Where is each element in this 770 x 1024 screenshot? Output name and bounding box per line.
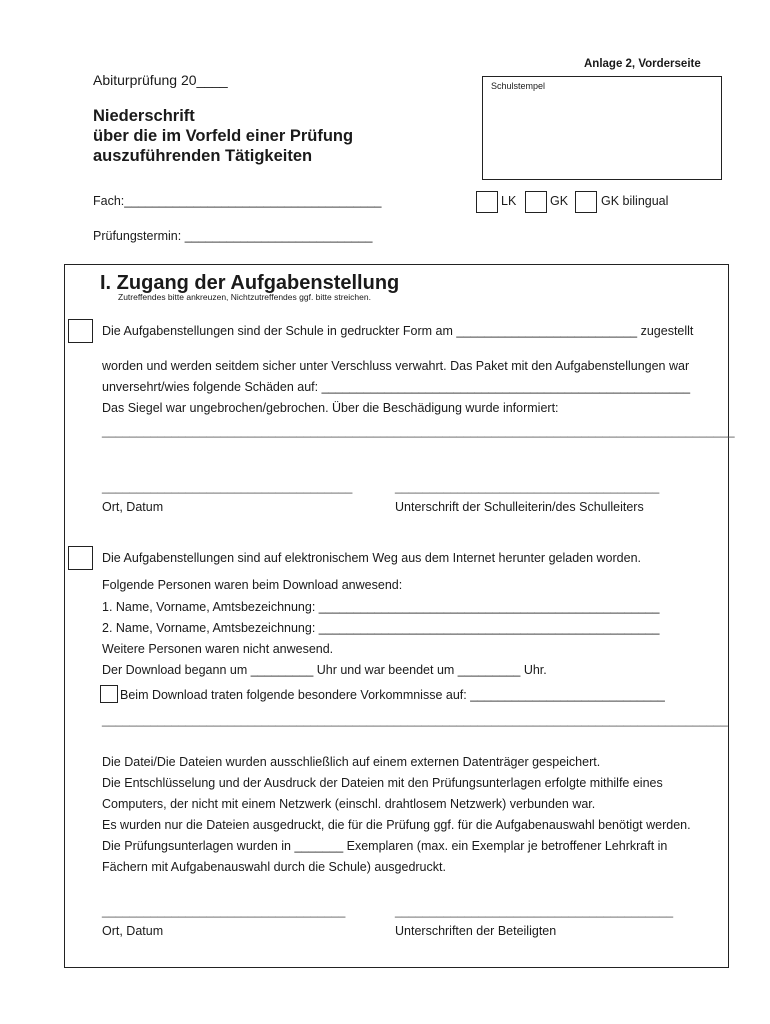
person-1-field[interactable]: 1. Name, Vorname, Amtsbezeichnung: _________________________________________________ xyxy=(102,600,660,614)
person-2-field[interactable]: 2. Name, Vorname, Amtsbezeichnung: _________________________________________________ xyxy=(102,621,660,635)
exam-date-field[interactable]: Prüfungstermin: ___________________________ xyxy=(93,229,373,243)
download-line-3: Weitere Personen waren nicht anwesend. xyxy=(102,642,334,656)
damage-info-line[interactable]: ___________________________________________________________________________________________ xyxy=(102,424,735,438)
storage-line-6: Fächern mit Aufgabenauswahl durch die Schule) ausgedruckt. xyxy=(102,860,446,874)
gk-label: GK xyxy=(550,194,569,208)
lk-label: LK xyxy=(501,194,517,208)
gk-bilingual-label: GK bilingual xyxy=(601,194,669,208)
storage-line-1: Die Datei/Die Dateien wurden ausschließlich auf einem externen Datenträger gespeichert. xyxy=(102,755,601,769)
participants-signature-line[interactable]: ________________________________________ xyxy=(395,904,674,918)
download-line-2: Folgende Personen waren beim Download anwesend: xyxy=(102,578,403,592)
gk-bilingual-checkbox[interactable] xyxy=(575,191,597,213)
print-line-4: Das Siegel war ungebrochen/gebrochen. Über die Beschädigung wurde informiert: xyxy=(102,401,559,415)
stamp-label: Schulstempel xyxy=(491,81,546,91)
place-date-label: Ort, Datum xyxy=(102,500,164,514)
place-date-label-2: Ort, Datum xyxy=(102,924,164,938)
download-time-field[interactable]: Der Download begann um _________ Uhr und war beendet um _________ Uhr. xyxy=(102,663,547,677)
title-line-3: auszuführenden Tätigkeiten xyxy=(93,147,313,165)
download-checkbox[interactable] xyxy=(68,546,93,570)
section-heading: I. Zugang der Aufgabenstellung xyxy=(100,272,400,294)
participants-signature-label: Unterschriften der Beteiligten xyxy=(395,924,557,938)
page-title xyxy=(93,106,353,166)
section-note: Zutreffendes bitte ankreuzen, Nichtzutreffendes ggf. bitte streichen. xyxy=(118,292,371,302)
place-date-line[interactable]: ____________________________________ xyxy=(102,480,353,494)
annex-label: Anlage 2, Vorderseite xyxy=(584,58,701,70)
incidents-checkbox[interactable] xyxy=(100,685,118,703)
title-line-1: Niederschrift xyxy=(93,107,195,125)
title-line-2: über die im Vorfeld einer Prüfung xyxy=(93,127,354,145)
print-line-1: Die Aufgabenstellungen sind der Schule in gedruckter Form am __________________________ zugestellt xyxy=(102,324,694,338)
print-line-3[interactable]: unversehrt/wies folgende Schäden auf: _____________________________________________________ xyxy=(102,380,691,394)
incidents-field[interactable]: Beim Download traten folgende besondere Vorkommnisse auf: ____________________________ xyxy=(120,688,665,702)
download-line-1: Die Aufgabenstellungen sind auf elektronischem Weg aus dem Internet herunter geladen worden. xyxy=(102,551,642,565)
gk-checkbox[interactable] xyxy=(525,191,547,213)
storage-line-5[interactable]: Die Prüfungsunterlagen wurden in _______ Exemplaren (max. ein Exemplar je betroffener Lehrkraft in xyxy=(102,839,668,853)
print-delivery-checkbox[interactable] xyxy=(68,319,93,343)
place-date-line-2[interactable]: ___________________________________ xyxy=(102,904,346,918)
exam-title: Abiturprüfung 20____ xyxy=(93,72,228,88)
storage-line-3: Computers, der nicht mit einem Netzwerk (einschl. drahtlosem Netzwerk) verbunden war. xyxy=(102,797,596,811)
storage-line-2: Die Entschlüsselung und der Ausdruck der Dateien mit den Prüfungsunterlagen erfolgte mithilfe eines xyxy=(102,776,663,790)
principal-signature-line[interactable]: ______________________________________ xyxy=(395,480,660,494)
storage-line-4: Es wurden nur die Dateien ausgedruckt, die für die Prüfung ggf. für die Aufgabenauswahl benötigt werden. xyxy=(102,818,691,832)
principal-signature-label: Unterschrift der Schulleiterin/des Schulleiters xyxy=(395,500,644,514)
subject-field[interactable]: Fach:_____________________________________ xyxy=(93,194,382,208)
incidents-blank-line[interactable]: __________________________________________________________________________________________ xyxy=(102,713,728,727)
school-stamp-box[interactable] xyxy=(482,76,722,180)
print-line-2: worden und werden seitdem sicher unter Verschluss verwahrt. Das Paket mit den Aufgabenstellungen war xyxy=(102,359,690,373)
lk-checkbox[interactable] xyxy=(476,191,498,213)
